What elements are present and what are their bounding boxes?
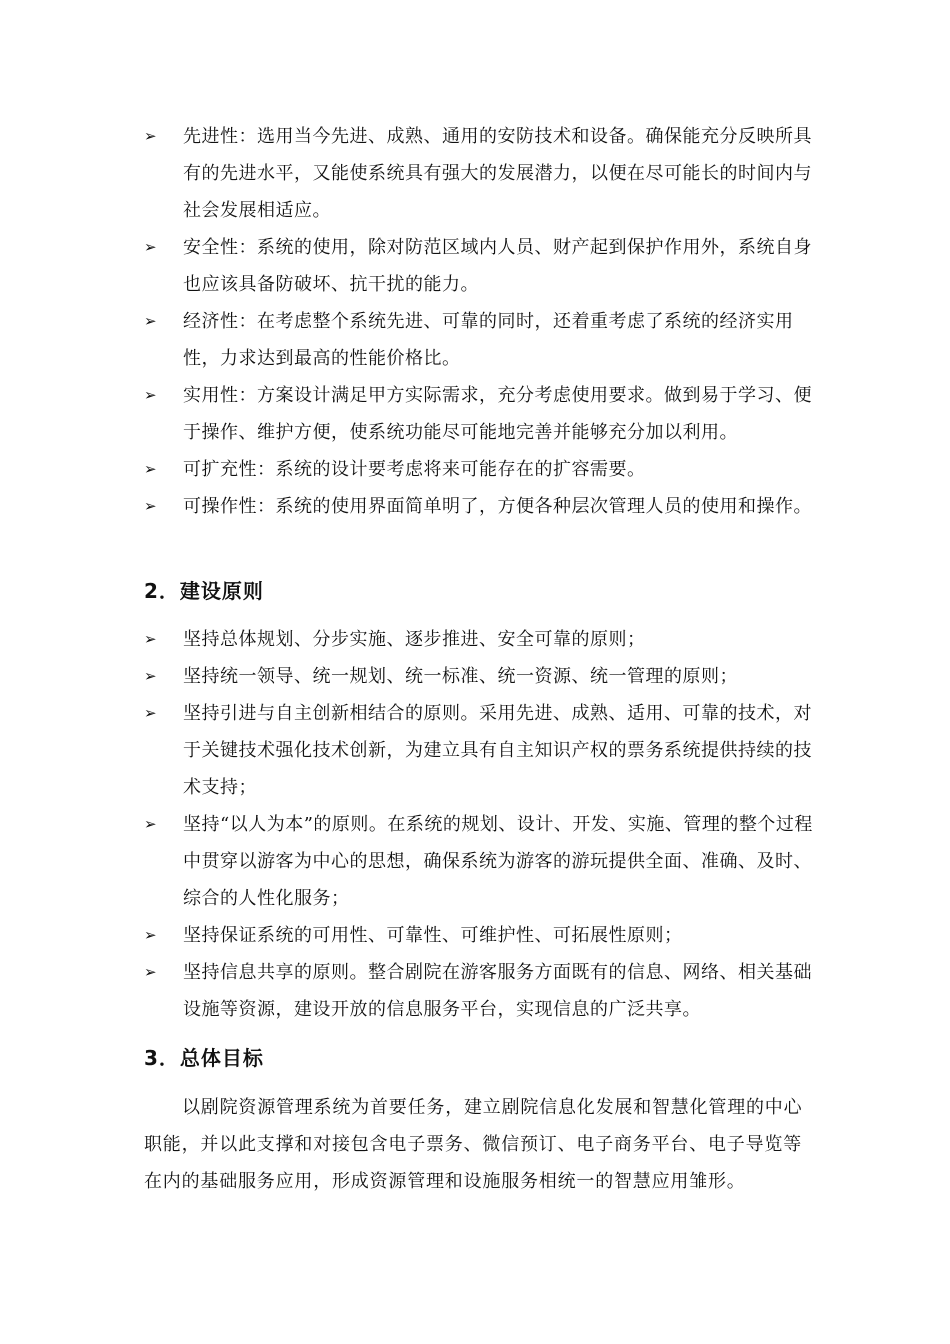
section-heading-overall-goals: 3．总体目标	[144, 1046, 264, 1070]
list-item	[144, 806, 813, 917]
arrow-bullet-icon: ➢	[144, 386, 158, 404]
arrow-bullet-icon: ➢	[144, 497, 158, 515]
list-item	[144, 954, 813, 1028]
list-item-text: 经济性：在考虑整个系统先进、可靠的同时，还着重考虑了系统的经济实用性，力求达到最高的性能价格比。	[183, 311, 794, 369]
construction-principles-list	[144, 621, 813, 1028]
design-features-list	[144, 118, 813, 525]
list-item	[144, 229, 813, 303]
arrow-bullet-icon: ➢	[144, 926, 158, 944]
list-item	[144, 377, 813, 451]
arrow-bullet-icon: ➢	[144, 238, 158, 256]
list-item-text: 先进性：选用当今先进、成熟、通用的安防技术和设备。确保能充分反映所具有的先进水平，又能使系统具有强大的发展潜力，以便在尽可能长的时间内与社会发展相适应。	[183, 126, 812, 221]
list-item-text: 坚持引进与自主创新相结合的原则。采用先进、成熟、适用、可靠的技术，对于关键技术强化技术创新，为建立具有自主知识产权的票务系统提供持续的技术支持；	[183, 703, 812, 798]
list-item-text: 坚持保证系统的可用性、可靠性、可维护性、可拓展性原则；	[183, 925, 683, 946]
list-item-text: 实用性：方案设计满足甲方实际需求，充分考虑使用要求。做到易于学习、便于操作、维护方便，使系统功能尽可能地完善并能够充分加以利用。	[183, 385, 812, 443]
list-item	[144, 303, 813, 377]
arrow-bullet-icon: ➢	[144, 667, 158, 685]
list-item-text: 安全性：系统的使用，除对防范区域内人员、财产起到保护作用外，系统自身也应该具备防破坏、抗干扰的能力。	[183, 237, 812, 295]
list-item	[144, 658, 813, 695]
list-item	[144, 488, 813, 525]
list-item-text: 坚持信息共享的原则。整合剧院在游客服务方面既有的信息、网络、相关基础设施等资源，建设开放的信息服务平台，实现信息的广泛共享。	[183, 962, 812, 1020]
list-item	[144, 118, 813, 229]
arrow-bullet-icon: ➢	[144, 460, 158, 478]
arrow-bullet-icon: ➢	[144, 127, 158, 145]
list-item-text: 可操作性：系统的使用界面简单明了，方便各种层次管理人员的使用和操作。	[183, 496, 812, 517]
list-item-text: 可扩充性：系统的设计要考虑将来可能存在的扩容需要。	[183, 459, 646, 480]
section-heading-construction-principles: 2．建设原则	[144, 579, 264, 603]
list-item	[144, 695, 813, 806]
arrow-bullet-icon: ➢	[144, 704, 158, 722]
arrow-bullet-icon: ➢	[144, 630, 158, 648]
list-item	[144, 451, 813, 488]
arrow-bullet-icon: ➢	[144, 963, 158, 981]
list-item-text: 坚持统一领导、统一规划、统一标准、统一资源、统一管理的原则；	[183, 666, 738, 687]
arrow-bullet-icon: ➢	[144, 312, 158, 330]
list-item	[144, 917, 813, 954]
list-item-text: 坚持“以人为本”的原则。在系统的规划、设计、开发、实施、管理的整个过程中贯穿以游客为中心的思想，确保系统为游客的游玩提供全面、准确、及时、综合的人性化服务；	[183, 814, 813, 909]
list-item	[144, 621, 813, 658]
list-item-text: 坚持总体规划、分步实施、逐步推进、安全可靠的原则；	[183, 629, 646, 650]
overall-goals-paragraph: 以剧院资源管理系统为首要任务，建立剧院信息化发展和智慧化管理的中心职能，并以此支撑和对接包含电子票务、微信预订、电子商务平台、电子导览等在内的基础服务应用，形成资源管理和设施服务相统一的智慧应用雏形。	[144, 1097, 803, 1192]
arrow-bullet-icon: ➢	[144, 815, 158, 833]
